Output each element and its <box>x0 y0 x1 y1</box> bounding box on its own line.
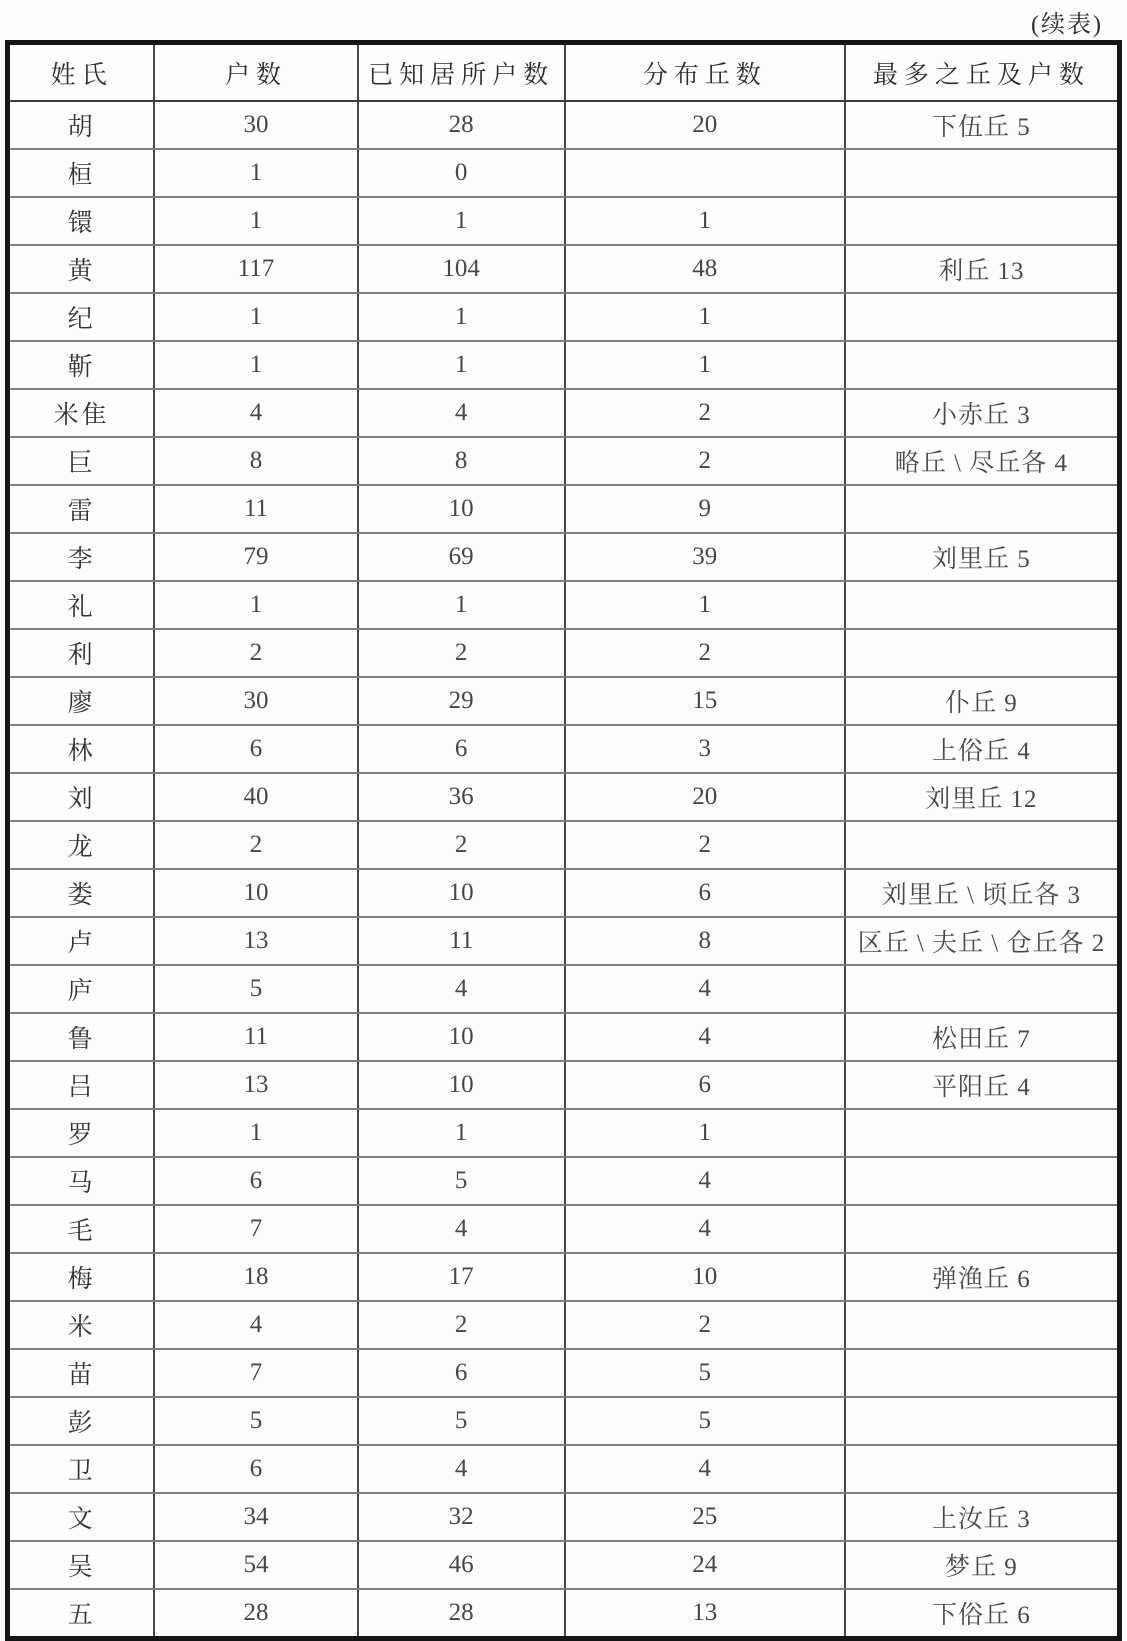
households-cell: 13 <box>154 1061 357 1109</box>
mound-count-cell: 20 <box>565 773 845 821</box>
surname-cell: 彭 <box>8 1397 155 1445</box>
households-cell: 79 <box>154 533 357 581</box>
table-row <box>8 437 1120 485</box>
households-cell: 5 <box>154 1397 357 1445</box>
surname-cell: 胡 <box>8 101 155 149</box>
top-mound-cell <box>845 581 1120 629</box>
table-row <box>8 725 1120 773</box>
table-row <box>8 1589 1120 1639</box>
surname-cell: 卫 <box>8 1445 155 1493</box>
column-header-distributed-mound-count: 分布丘数 <box>565 43 845 102</box>
known-residence-cell: 4 <box>358 389 565 437</box>
households-cell: 1 <box>154 149 357 197</box>
surname-statistics-table <box>5 40 1122 1641</box>
table-row <box>8 1061 1120 1109</box>
surname-cell: 文 <box>8 1493 155 1541</box>
table-row <box>8 1253 1120 1301</box>
table-row <box>8 1541 1120 1589</box>
top-mound-cell: 上俗丘 4 <box>845 725 1120 773</box>
table-row <box>8 1301 1120 1349</box>
households-cell: 117 <box>154 245 357 293</box>
top-mound-cell <box>845 1205 1120 1253</box>
known-residence-cell: 1 <box>358 1109 565 1157</box>
households-cell: 5 <box>154 965 357 1013</box>
table-row <box>8 341 1120 389</box>
table-row <box>8 149 1120 197</box>
mound-count-cell: 1 <box>565 341 845 389</box>
header-row <box>8 43 1120 102</box>
table-row <box>8 1349 1120 1397</box>
surname-cell: 五 <box>8 1589 155 1639</box>
households-cell: 2 <box>154 629 357 677</box>
table-row <box>8 677 1120 725</box>
surname-cell: 罗 <box>8 1109 155 1157</box>
known-residence-cell: 5 <box>358 1157 565 1205</box>
table-row <box>8 101 1120 149</box>
mound-count-cell: 9 <box>565 485 845 533</box>
surname-cell: 米隹 <box>8 389 155 437</box>
known-residence-cell: 28 <box>358 1589 565 1639</box>
top-mound-cell <box>845 1109 1120 1157</box>
column-header-known-residence-households: 已知居所户数 <box>358 43 565 102</box>
column-header-surname: 姓氏 <box>8 43 155 102</box>
mound-count-cell: 2 <box>565 629 845 677</box>
mound-count-cell: 1 <box>565 1109 845 1157</box>
surname-cell: 苗 <box>8 1349 155 1397</box>
mound-count-cell: 4 <box>565 1157 845 1205</box>
top-mound-cell: 下俗丘 6 <box>845 1589 1120 1639</box>
table-container <box>5 40 1122 1641</box>
top-mound-cell <box>845 485 1120 533</box>
table-row <box>8 1157 1120 1205</box>
known-residence-cell: 2 <box>358 821 565 869</box>
mound-count-cell: 39 <box>565 533 845 581</box>
households-cell: 11 <box>154 1013 357 1061</box>
surname-cell: 米 <box>8 1301 155 1349</box>
households-cell: 13 <box>154 917 357 965</box>
mound-count-cell: 13 <box>565 1589 845 1639</box>
mound-count-cell: 15 <box>565 677 845 725</box>
known-residence-cell: 4 <box>358 965 565 1013</box>
top-mound-cell: 仆丘 9 <box>845 677 1120 725</box>
known-residence-cell: 29 <box>358 677 565 725</box>
mound-count-cell: 4 <box>565 965 845 1013</box>
top-mound-cell <box>845 965 1120 1013</box>
households-cell: 11 <box>154 485 357 533</box>
surname-cell: 黄 <box>8 245 155 293</box>
top-mound-cell <box>845 341 1120 389</box>
mound-count-cell: 5 <box>565 1397 845 1445</box>
known-residence-cell: 69 <box>358 533 565 581</box>
surname-cell: 娄 <box>8 869 155 917</box>
table-row <box>8 1397 1120 1445</box>
table-row <box>8 1445 1120 1493</box>
known-residence-cell: 6 <box>358 1349 565 1397</box>
households-cell: 40 <box>154 773 357 821</box>
table-row <box>8 245 1120 293</box>
mound-count-cell: 6 <box>565 1061 845 1109</box>
surname-cell: 龙 <box>8 821 155 869</box>
top-mound-cell <box>845 1397 1120 1445</box>
surname-cell: 马 <box>8 1157 155 1205</box>
top-mound-cell <box>845 821 1120 869</box>
table-row <box>8 917 1120 965</box>
top-mound-cell: 略丘 \ 尽丘各 4 <box>845 437 1120 485</box>
known-residence-cell: 1 <box>358 293 565 341</box>
top-mound-cell: 弹渔丘 6 <box>845 1253 1120 1301</box>
mound-count-cell <box>565 149 845 197</box>
known-residence-cell: 46 <box>358 1541 565 1589</box>
mound-count-cell: 25 <box>565 1493 845 1541</box>
households-cell: 2 <box>154 821 357 869</box>
table-row <box>8 1109 1120 1157</box>
top-mound-cell <box>845 1445 1120 1493</box>
table-row <box>8 869 1120 917</box>
households-cell: 7 <box>154 1349 357 1397</box>
surname-cell: 利 <box>8 629 155 677</box>
mound-count-cell: 48 <box>565 245 845 293</box>
known-residence-cell: 17 <box>358 1253 565 1301</box>
known-residence-cell: 10 <box>358 1061 565 1109</box>
table-row <box>8 821 1120 869</box>
known-residence-cell: 10 <box>358 869 565 917</box>
households-cell: 1 <box>154 293 357 341</box>
households-cell: 6 <box>154 1445 357 1493</box>
known-residence-cell: 28 <box>358 101 565 149</box>
households-cell: 4 <box>154 389 357 437</box>
top-mound-cell: 松田丘 7 <box>845 1013 1120 1061</box>
mound-count-cell: 8 <box>565 917 845 965</box>
table-row <box>8 1013 1120 1061</box>
top-mound-cell: 刘里丘 12 <box>845 773 1120 821</box>
surname-cell: 廖 <box>8 677 155 725</box>
surname-cell: 毛 <box>8 1205 155 1253</box>
table-header <box>8 43 1120 102</box>
known-residence-cell: 1 <box>358 197 565 245</box>
known-residence-cell: 1 <box>358 581 565 629</box>
table-row <box>8 629 1120 677</box>
households-cell: 1 <box>154 1109 357 1157</box>
mound-count-cell: 24 <box>565 1541 845 1589</box>
top-mound-cell <box>845 629 1120 677</box>
surname-cell: 巨 <box>8 437 155 485</box>
top-mound-cell <box>845 1157 1120 1205</box>
households-cell: 6 <box>154 1157 357 1205</box>
table-row <box>8 965 1120 1013</box>
surname-cell: 雷 <box>8 485 155 533</box>
surname-cell: 镮 <box>8 197 155 245</box>
table-row <box>8 485 1120 533</box>
mound-count-cell: 2 <box>565 437 845 485</box>
surname-cell: 卢 <box>8 917 155 965</box>
mound-count-cell: 1 <box>565 581 845 629</box>
surname-cell: 庐 <box>8 965 155 1013</box>
table-row <box>8 293 1120 341</box>
surname-cell: 靳 <box>8 341 155 389</box>
top-mound-cell: 刘里丘 5 <box>845 533 1120 581</box>
top-mound-cell: 区丘 \ 夫丘 \ 仓丘各 2 <box>845 917 1120 965</box>
surname-cell: 纪 <box>8 293 155 341</box>
table-row <box>8 1205 1120 1253</box>
continued-table-label: (续表) <box>1031 12 1103 38</box>
top-mound-cell: 上汝丘 3 <box>845 1493 1120 1541</box>
households-cell: 8 <box>154 437 357 485</box>
households-cell: 10 <box>154 869 357 917</box>
surname-cell: 吕 <box>8 1061 155 1109</box>
households-cell: 7 <box>154 1205 357 1253</box>
mound-count-cell: 1 <box>565 197 845 245</box>
top-mound-cell <box>845 1349 1120 1397</box>
top-mound-cell: 下伍丘 5 <box>845 101 1120 149</box>
known-residence-cell: 36 <box>358 773 565 821</box>
top-mound-cell: 小赤丘 3 <box>845 389 1120 437</box>
top-mound-cell: 梦丘 9 <box>845 1541 1120 1589</box>
surname-cell: 桓 <box>8 149 155 197</box>
top-mound-cell <box>845 149 1120 197</box>
surname-cell: 吴 <box>8 1541 155 1589</box>
mound-count-cell: 6 <box>565 869 845 917</box>
known-residence-cell: 11 <box>358 917 565 965</box>
top-mound-cell <box>845 1301 1120 1349</box>
known-residence-cell: 5 <box>358 1397 565 1445</box>
known-residence-cell: 6 <box>358 725 565 773</box>
surname-cell: 林 <box>8 725 155 773</box>
households-cell: 30 <box>154 101 357 149</box>
mound-count-cell: 3 <box>565 725 845 773</box>
table-row <box>8 773 1120 821</box>
top-mound-cell: 平阳丘 4 <box>845 1061 1120 1109</box>
known-residence-cell: 104 <box>358 245 565 293</box>
mound-count-cell: 1 <box>565 293 845 341</box>
households-cell: 6 <box>154 725 357 773</box>
mound-count-cell: 2 <box>565 1301 845 1349</box>
table-row <box>8 533 1120 581</box>
known-residence-cell: 32 <box>358 1493 565 1541</box>
households-cell: 1 <box>154 581 357 629</box>
known-residence-cell: 10 <box>358 485 565 533</box>
mound-count-cell: 10 <box>565 1253 845 1301</box>
known-residence-cell: 1 <box>358 341 565 389</box>
known-residence-cell: 4 <box>358 1205 565 1253</box>
table-body <box>8 101 1120 1639</box>
table-row <box>8 197 1120 245</box>
mound-count-cell: 4 <box>565 1013 845 1061</box>
surname-cell: 李 <box>8 533 155 581</box>
households-cell: 18 <box>154 1253 357 1301</box>
mound-count-cell: 5 <box>565 1349 845 1397</box>
mound-count-cell: 4 <box>565 1445 845 1493</box>
top-mound-cell: 利丘 13 <box>845 245 1120 293</box>
surname-cell: 礼 <box>8 581 155 629</box>
surname-cell: 鲁 <box>8 1013 155 1061</box>
households-cell: 1 <box>154 197 357 245</box>
table-row <box>8 389 1120 437</box>
top-mound-cell <box>845 197 1120 245</box>
mound-count-cell: 20 <box>565 101 845 149</box>
known-residence-cell: 2 <box>358 1301 565 1349</box>
households-cell: 1 <box>154 341 357 389</box>
known-residence-cell: 2 <box>358 629 565 677</box>
surname-cell: 刘 <box>8 773 155 821</box>
mound-count-cell: 4 <box>565 1205 845 1253</box>
households-cell: 4 <box>154 1301 357 1349</box>
table-row <box>8 581 1120 629</box>
known-residence-cell: 0 <box>358 149 565 197</box>
column-header-households: 户数 <box>154 43 357 102</box>
surname-cell: 梅 <box>8 1253 155 1301</box>
households-cell: 54 <box>154 1541 357 1589</box>
households-cell: 34 <box>154 1493 357 1541</box>
top-mound-cell: 刘里丘 \ 顷丘各 3 <box>845 869 1120 917</box>
known-residence-cell: 8 <box>358 437 565 485</box>
top-mound-cell <box>845 293 1120 341</box>
households-cell: 30 <box>154 677 357 725</box>
table-row <box>8 1493 1120 1541</box>
households-cell: 28 <box>154 1589 357 1639</box>
mound-count-cell: 2 <box>565 389 845 437</box>
mound-count-cell: 2 <box>565 821 845 869</box>
known-residence-cell: 4 <box>358 1445 565 1493</box>
column-header-top-mound-and-households: 最多之丘及户数 <box>845 43 1120 102</box>
known-residence-cell: 10 <box>358 1013 565 1061</box>
